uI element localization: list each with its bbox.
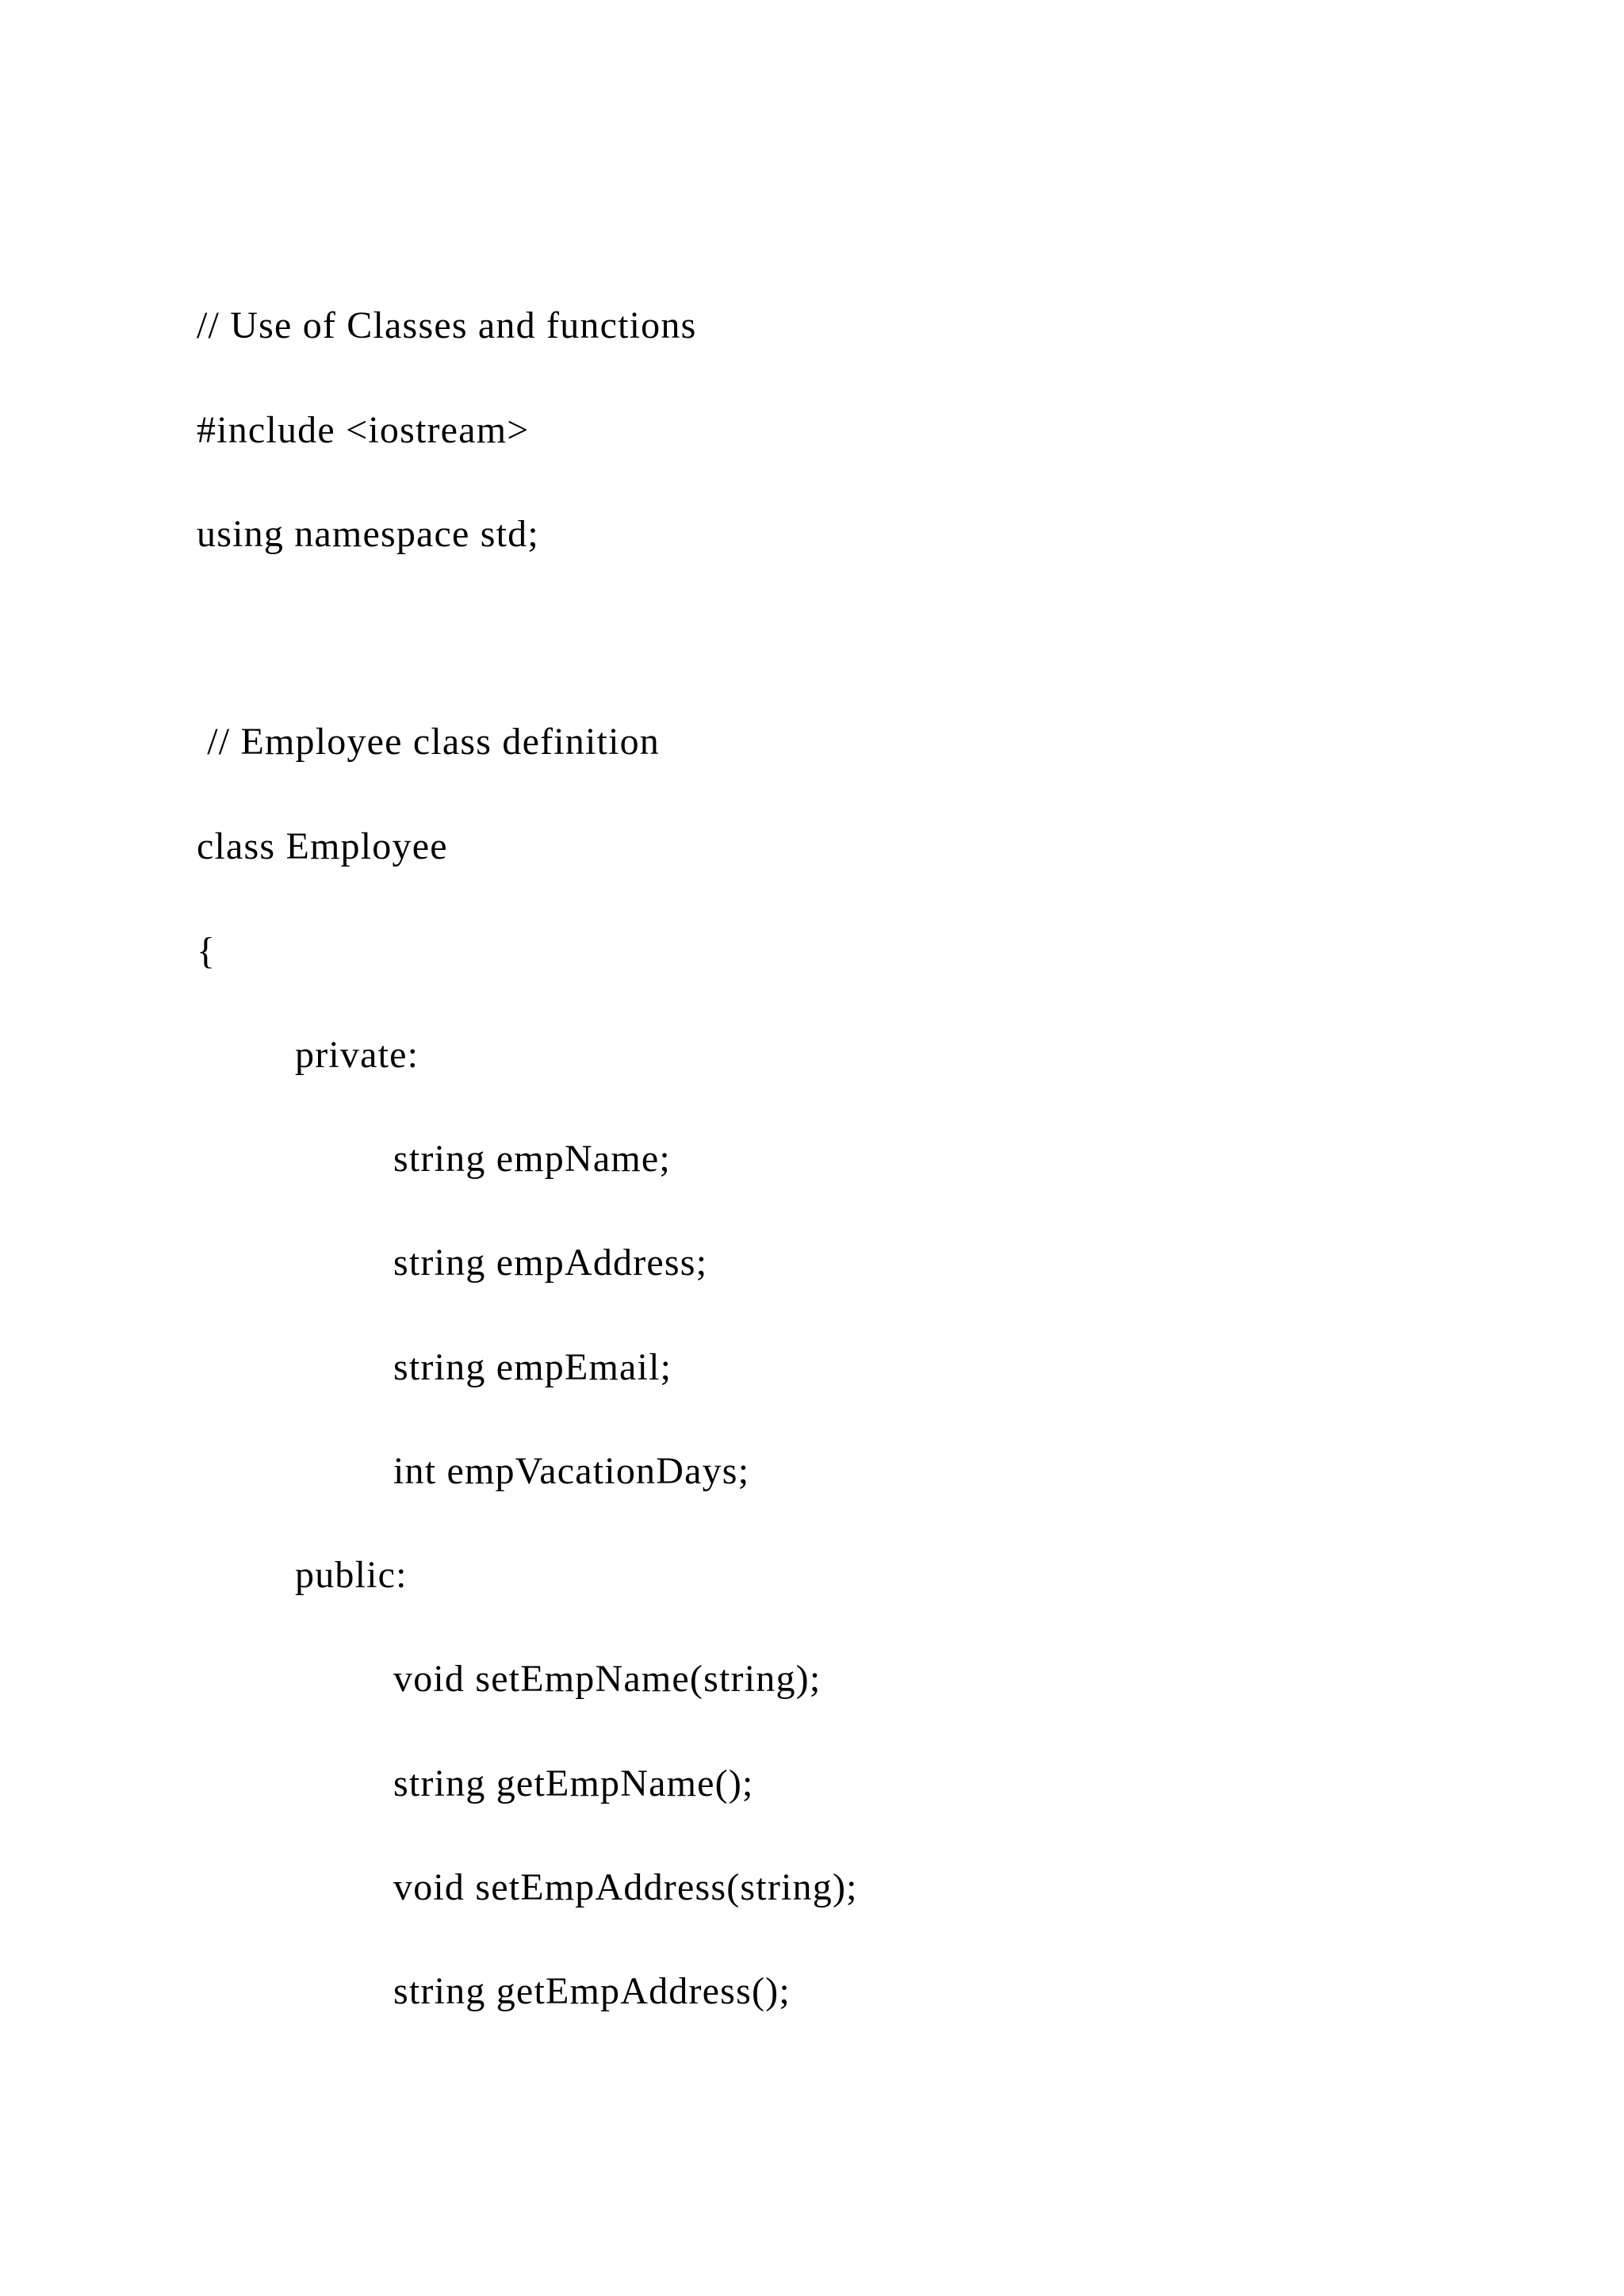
code-line-emp-vacation-days: int empVacationDays;: [393, 1450, 750, 1492]
code-line-private: private:: [295, 1034, 419, 1076]
code-line-get-emp-name: string getEmpName();: [393, 1762, 754, 1804]
code-line-set-emp-name: void setEmpName(string);: [393, 1658, 822, 1700]
code-line-set-emp-address: void setEmpAddress(string);: [393, 1866, 858, 1908]
code-line-open-brace: {: [197, 930, 216, 972]
code-line-class-decl: class Employee: [197, 825, 448, 867]
code-line-emp-name: string empName;: [393, 1138, 671, 1180]
code-line-include: #include <iostream>: [197, 409, 530, 451]
code-line-get-emp-address: string getEmpAddress();: [393, 1970, 791, 2012]
code-line-comment-title: // Use of Classes and functions: [197, 304, 697, 346]
code-line-comment-class: // Employee class definition: [197, 721, 661, 763]
code-line-emp-address: string empAddress;: [393, 1242, 708, 1284]
code-line-namespace: using namespace std;: [197, 513, 539, 555]
code-line-emp-email: string empEmail;: [393, 1346, 672, 1388]
code-line-public: public:: [295, 1554, 408, 1596]
